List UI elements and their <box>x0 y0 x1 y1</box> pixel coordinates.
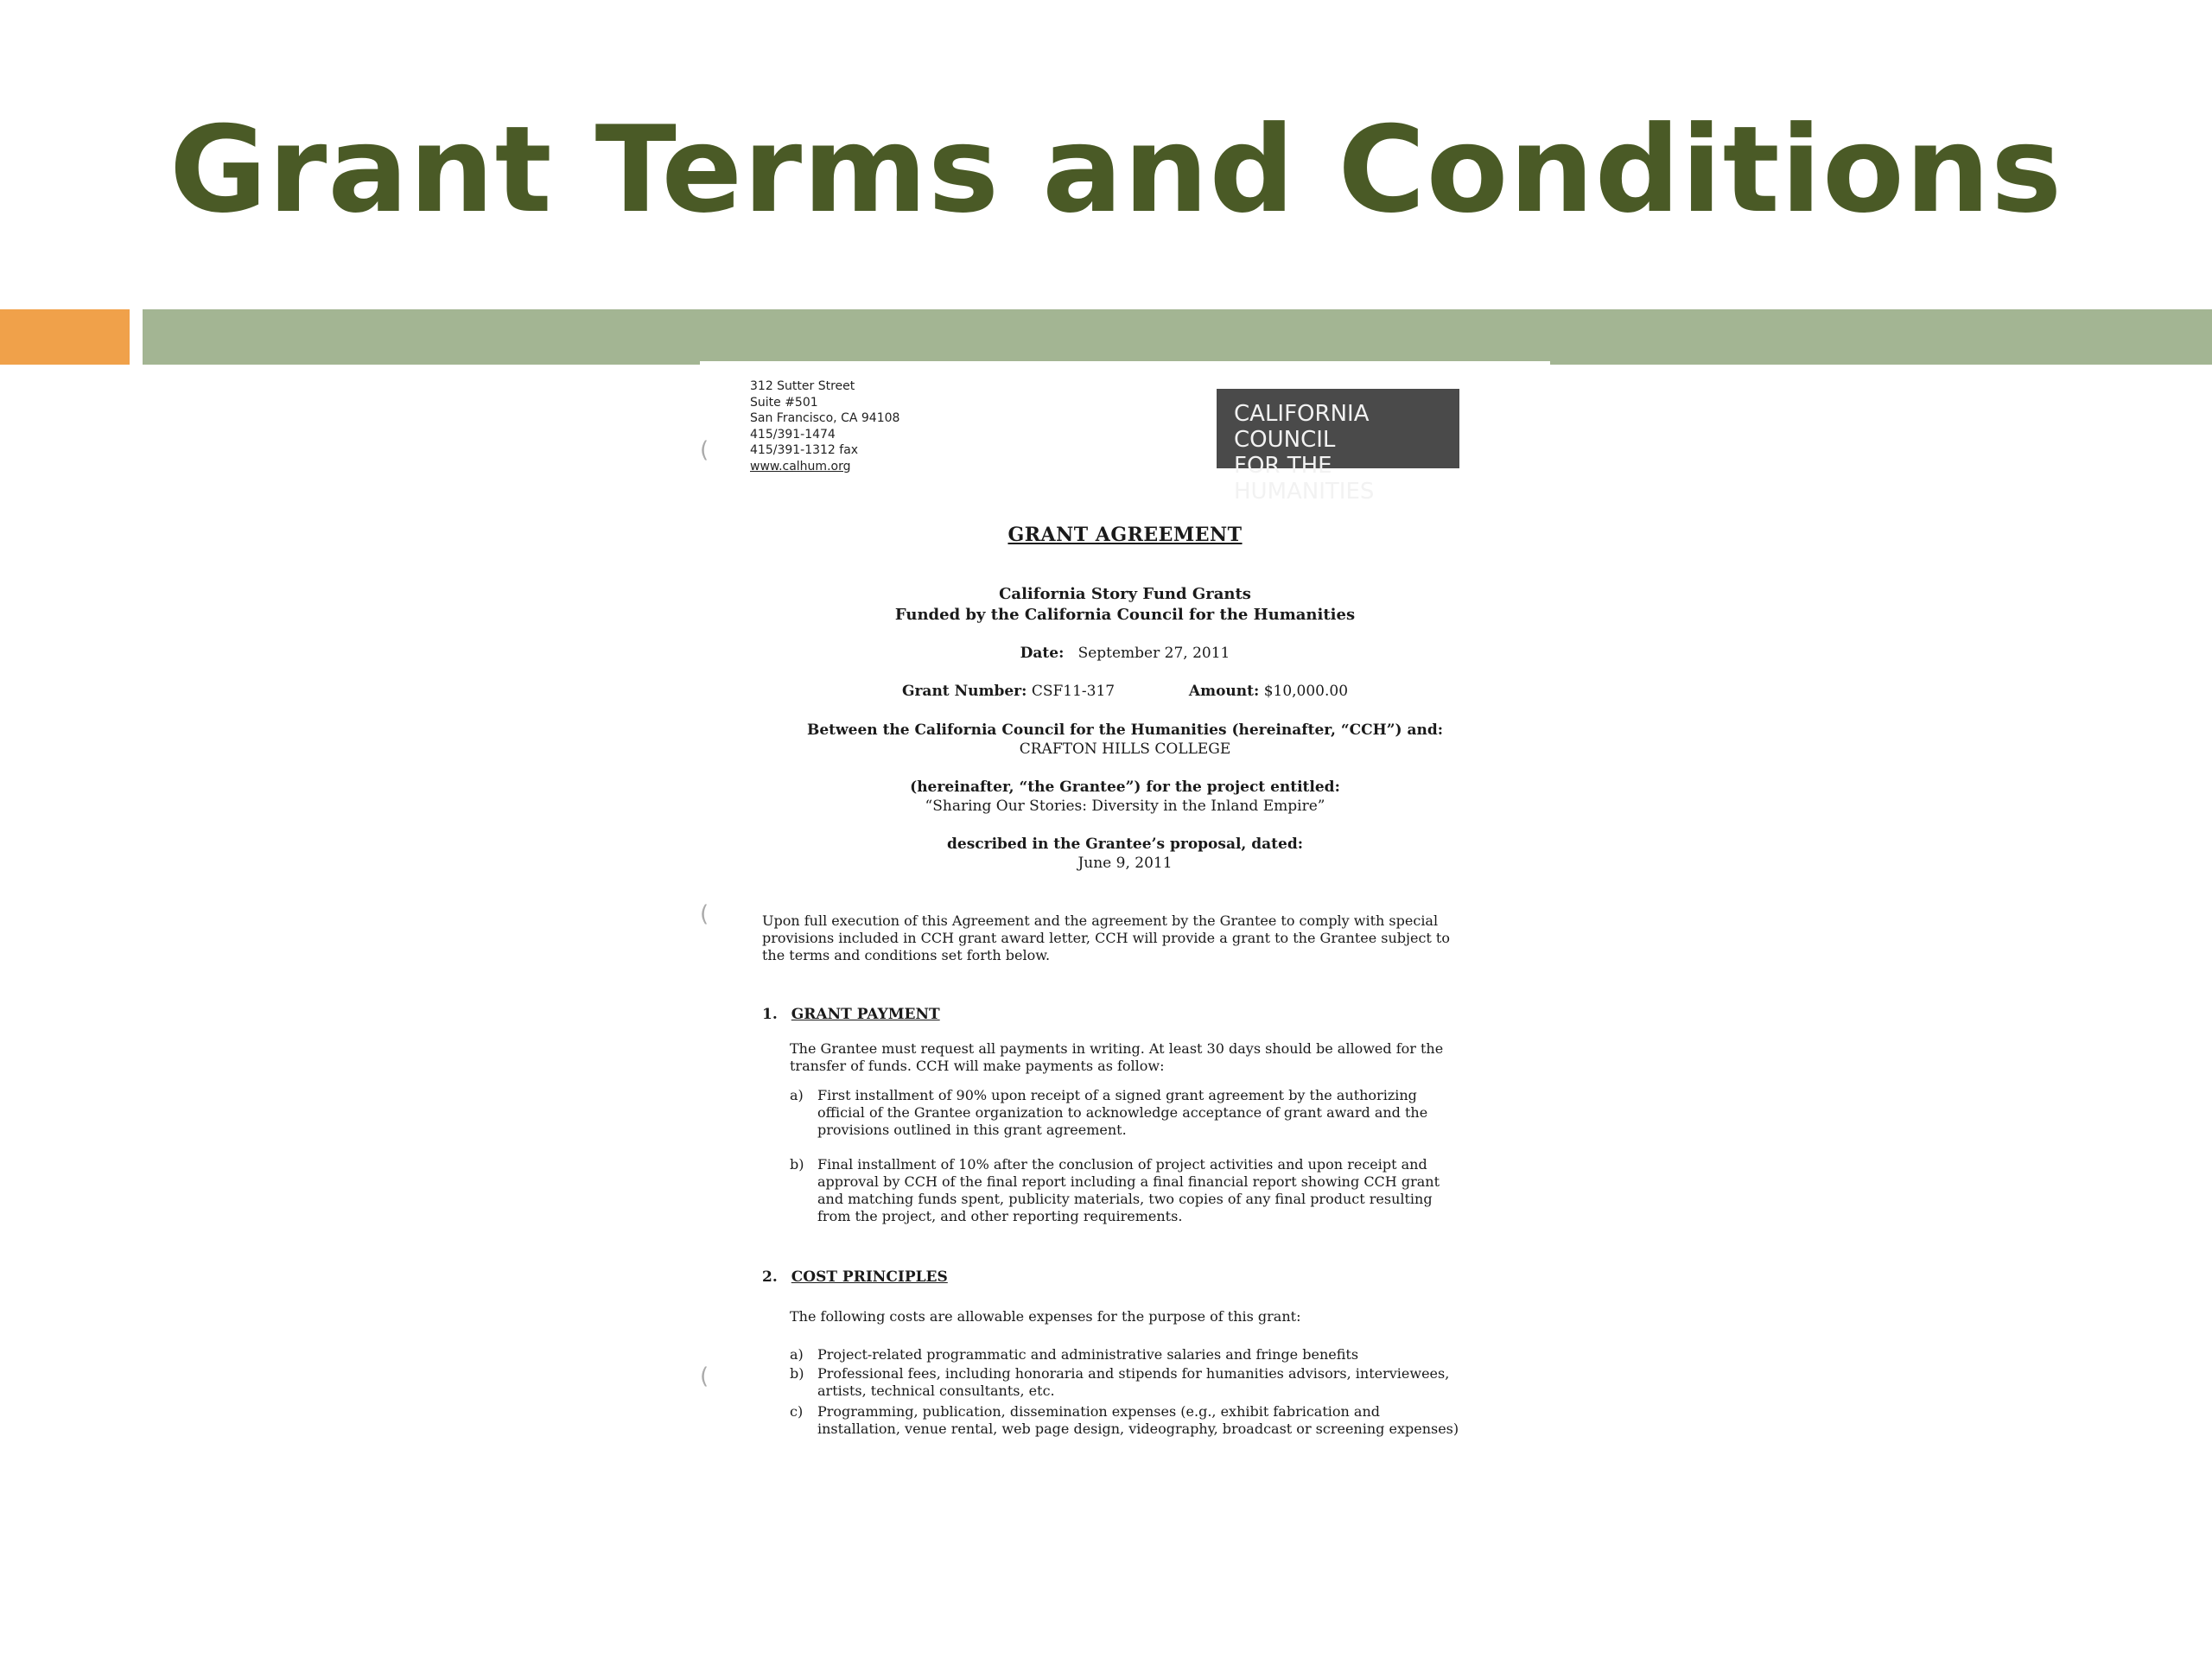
date-label: Date: <box>1020 645 1065 662</box>
intro-paragraph: Upon full execution of this Agreement and the agreement by the Grantee to comply with special provisions included in CCH grant award letter, CCH will provide a grant to the Grantee subject to the terms and conditions set forth below. <box>762 912 1450 963</box>
list-item <box>790 1403 1464 1438</box>
grantee-name: CRAFTON HILLS COLLEGE <box>1019 741 1231 758</box>
logo-line: FOR THE HUMANITIES <box>1234 453 1375 505</box>
grant-number-label: Grant Number: <box>901 683 1027 700</box>
address-line: 312 Sutter Street <box>750 379 855 393</box>
website-link[interactable]: www.calhum.org <box>750 459 851 474</box>
item-label: b) <box>790 1365 804 1382</box>
item-text: Final installment of 10% after the conclusion of project activities and upon receipt and approval by CCH of the final report including a final financial report showing CCH grant and matching funds spent, publicity materials, two copies of any final product resulting from the project, and other reporting requirements. <box>817 1156 1440 1224</box>
date-line <box>700 645 1550 662</box>
section-title: COST PRINCIPLES <box>791 1268 948 1286</box>
project-title: “Sharing Our Stories: Diversity in the Inland Empire” <box>925 798 1325 815</box>
slide-title: Grant Terms and Conditions <box>169 100 2063 239</box>
amount-value: $10,000.00 <box>1263 683 1349 700</box>
section-body: The Grantee must request all payments in writing. At least 30 days should be allowed for the transfer of funds. CCH will make payments as follow: <box>790 1040 1444 1074</box>
item-text: Programming, publication, dissemination expenses (e.g., exhibit fabrication and installation, venue rental, web page design, videography, broadcast or screening expenses) <box>817 1403 1459 1437</box>
cch-logo <box>1217 389 1459 505</box>
proposal-date: June 9, 2011 <box>1077 855 1173 872</box>
accent-bar-orange <box>0 309 130 365</box>
proposal-block <box>700 835 1550 873</box>
item-text: First installment of 90% upon receipt of a signed grant agreement by the authorizing official of the Grantee organization to acknowledge acceptance of grant award and the provisions outlined in this grant agreement. <box>817 1087 1428 1138</box>
program-block <box>700 584 1550 626</box>
address-line: San Francisco, CA 94108 <box>750 411 900 425</box>
funder-line: Funded by the California Council for the Humanities <box>894 606 1356 624</box>
address-line: 415/391-1474 <box>750 427 836 442</box>
item-label: a) <box>790 1087 804 1103</box>
item-text: Project-related programmatic and administrative salaries and fringe benefits <box>817 1346 1359 1363</box>
address-line: 415/391-1312 fax <box>750 443 859 457</box>
grant-number-line <box>700 683 1550 700</box>
section-number: 1. <box>762 1006 778 1023</box>
logo-line: CALIFORNIA COUNCIL <box>1234 401 1370 453</box>
item-label: a) <box>790 1346 804 1363</box>
date-value: September 27, 2011 <box>1077 645 1230 662</box>
section-heading <box>762 1006 940 1023</box>
item-label: b) <box>790 1156 804 1173</box>
section-heading <box>762 1268 948 1286</box>
grant-number-value: CSF11-317 <box>1031 683 1116 700</box>
item-text: Professional fees, including honoraria and stipends for humanities advisors, interviewees, artists, technical consultants, etc. <box>817 1365 1450 1399</box>
program-name: California Story Fund Grants <box>999 585 1251 603</box>
punch-hole-mark: ( <box>700 437 709 463</box>
project-block <box>700 778 1550 816</box>
between-line: Between the California Council for the Humanities (hereinafter, “CCH”) and: <box>807 721 1443 739</box>
hereinafter-line: (hereinafter, “the Grantee”) for the project entitled: <box>910 779 1340 796</box>
section-title: GRANT PAYMENT <box>791 1006 940 1023</box>
accent-bar-green <box>143 309 2212 365</box>
punch-hole-mark: ( <box>700 901 709 927</box>
list-item <box>790 1365 1464 1400</box>
section-body: The following costs are allowable expenses for the purpose of this grant: <box>790 1308 1301 1325</box>
amount-label: Amount: <box>1188 683 1260 700</box>
punch-hole-mark: ( <box>700 1363 709 1389</box>
described-line: described in the Grantee’s proposal, dated: <box>947 836 1303 853</box>
list-item <box>790 1156 1464 1225</box>
address-line: Suite #501 <box>750 395 818 410</box>
document-heading: GRANT AGREEMENT <box>1007 524 1243 546</box>
address-block <box>750 378 899 474</box>
list-item <box>790 1346 1464 1363</box>
list-item <box>790 1087 1464 1139</box>
grant-agreement-document <box>700 361 1550 1476</box>
parties-block <box>700 721 1550 759</box>
item-label: c) <box>790 1403 804 1420</box>
section-number: 2. <box>762 1268 778 1286</box>
